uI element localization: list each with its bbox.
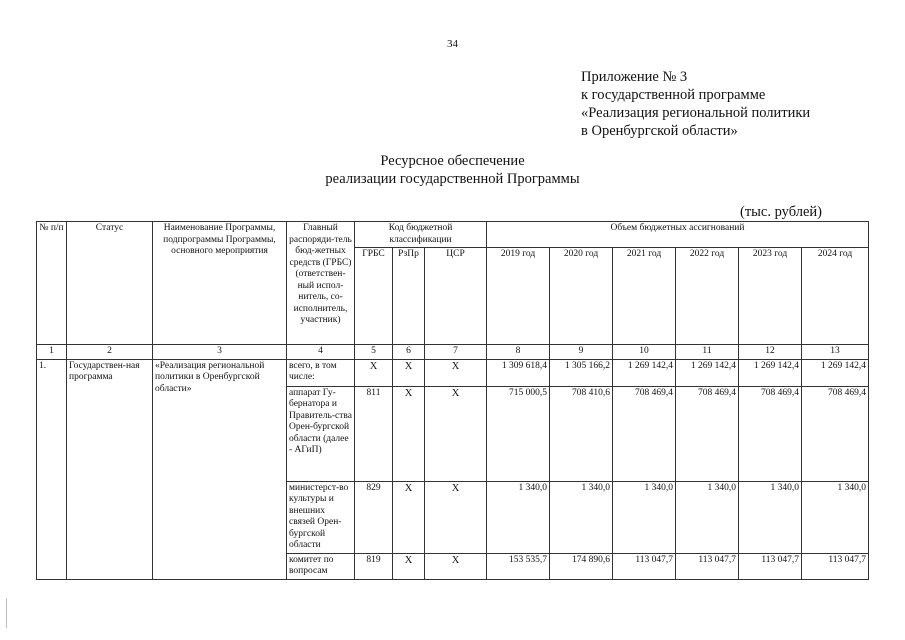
header-year-2019: 2019 год — [487, 248, 550, 345]
col-number: 3 — [153, 345, 287, 360]
row-value-2021: 113 047,7 — [613, 553, 676, 579]
header-volume-group: Объем бюджетных ассигнований — [487, 222, 869, 248]
header-grbs: Главный распоряди-тель бюд-жетных средств (ГРБС) (ответствен-ный испол-нитель, со-исполнитель, участник) — [287, 222, 355, 345]
row-code-grbs: X — [355, 359, 393, 386]
col-number: 8 — [487, 345, 550, 360]
row-value-2023: 1 340,0 — [739, 481, 802, 553]
row-value-2019: 715 000,5 — [487, 386, 550, 481]
row-grbs-name: министерст-во культуры и внешних связей Орен-бургской области — [287, 481, 355, 553]
column-number-row — [37, 345, 869, 360]
row-code-rzpr: X — [393, 553, 425, 579]
appendix-line-4: в Оренбургской области» — [581, 123, 738, 139]
row-code-rzpr: X — [393, 386, 425, 481]
row-num: 1. — [37, 359, 67, 579]
col-number: 4 — [287, 345, 355, 360]
row-code-csr: X — [425, 359, 487, 386]
row-program-name: «Реализация региональной политики в Оренбургской области» — [153, 359, 287, 579]
appendix-line-2: к государственной программе — [581, 87, 766, 103]
row-value-2023: 113 047,7 — [739, 553, 802, 579]
row-code-rzpr: X — [393, 359, 425, 386]
row-value-2020: 174 890,6 — [550, 553, 613, 579]
row-value-2019: 153 535,7 — [487, 553, 550, 579]
row-grbs-name: всего, в том числе: — [287, 359, 355, 386]
col-number: 12 — [739, 345, 802, 360]
appendix-line-1: Приложение № 3 — [581, 69, 688, 85]
header-year-2021: 2021 год — [613, 248, 676, 345]
row-value-2020: 708 410,6 — [550, 386, 613, 481]
header-year-2023: 2023 год — [739, 248, 802, 345]
row-code-grbs: 811 — [355, 386, 393, 481]
row-code-csr: X — [425, 481, 487, 553]
row-value-2024: 1 340,0 — [802, 481, 869, 553]
col-number: 7 — [425, 345, 487, 360]
title-line-2: реализации государственной Программы — [325, 171, 580, 187]
row-value-2020: 1 340,0 — [550, 481, 613, 553]
row-code-rzpr: X — [393, 481, 425, 553]
row-code-grbs: 819 — [355, 553, 393, 579]
col-number: 13 — [802, 345, 869, 360]
header-code-grbs: ГРБС — [355, 248, 393, 345]
title-line-1: Ресурсное обеспечение — [380, 153, 525, 169]
row-value-2019: 1 309 618,4 — [487, 359, 550, 386]
row-value-2022: 708 469,4 — [676, 386, 739, 481]
row-value-2019: 1 340,0 — [487, 481, 550, 553]
row-grbs-name: комитет по вопросам — [287, 553, 355, 579]
scan-margin-mark — [6, 598, 7, 628]
header-year-2024: 2024 год — [802, 248, 869, 345]
row-code-csr: X — [425, 386, 487, 481]
col-number: 5 — [355, 345, 393, 360]
row-value-2022: 1 340,0 — [676, 481, 739, 553]
row-value-2024: 113 047,7 — [802, 553, 869, 579]
row-value-2020: 1 305 166,2 — [550, 359, 613, 386]
row-value-2021: 1 340,0 — [613, 481, 676, 553]
col-number: 1 — [37, 345, 67, 360]
page-number: 34 — [447, 38, 458, 50]
document-title — [0, 152, 905, 188]
col-number: 9 — [550, 345, 613, 360]
header-code-csr: ЦСР — [425, 248, 487, 345]
budget-table — [36, 221, 869, 580]
col-number: 2 — [67, 345, 153, 360]
units-label: (тыс. рублей) — [740, 204, 822, 220]
header-name: Наименование Программы, подпрограммы Программы, основного мероприятия — [153, 222, 287, 345]
header-year-2020: 2020 год — [550, 248, 613, 345]
row-code-csr: X — [425, 553, 487, 579]
row-value-2023: 1 269 142,4 — [739, 359, 802, 386]
appendix-line-3: «Реализация региональной политики — [581, 105, 811, 121]
row-grbs-name: аппарат Гу-бернатора и Правитель-ства Орен-бургской области (далее - АГиП) — [287, 386, 355, 481]
header-row-1 — [37, 222, 869, 248]
row-value-2021: 708 469,4 — [613, 386, 676, 481]
row-value-2024: 1 269 142,4 — [802, 359, 869, 386]
col-number: 10 — [613, 345, 676, 360]
row-value-2021: 1 269 142,4 — [613, 359, 676, 386]
row-value-2022: 113 047,7 — [676, 553, 739, 579]
col-number: 11 — [676, 345, 739, 360]
header-code-group: Код бюджетной классификации — [355, 222, 487, 248]
header-year-2022: 2022 год — [676, 248, 739, 345]
row-value-2023: 708 469,4 — [739, 386, 802, 481]
header-status: Статус — [67, 222, 153, 345]
col-number: 6 — [393, 345, 425, 360]
row-code-grbs: 829 — [355, 481, 393, 553]
row-value-2022: 1 269 142,4 — [676, 359, 739, 386]
header-num: № п/п — [37, 222, 67, 345]
appendix-block — [581, 68, 810, 140]
table-row — [37, 359, 869, 386]
header-code-rzpr: РзПр — [393, 248, 425, 345]
row-status: Государствен-ная программа — [67, 359, 153, 579]
row-value-2024: 708 469,4 — [802, 386, 869, 481]
